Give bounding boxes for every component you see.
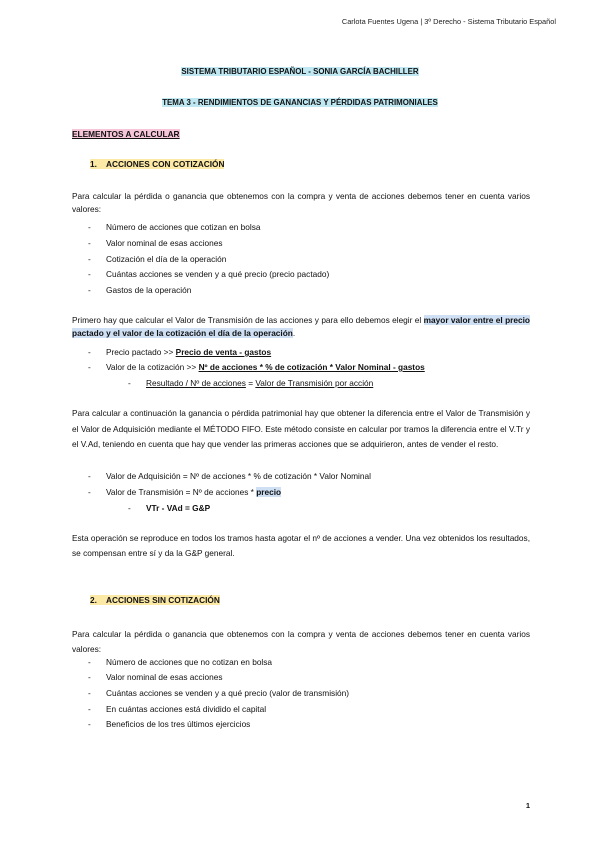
section-2-number: 2. [90,595,97,605]
list-item: - Valor de la cotización >> Nº de acciones * % de cotización * Valor Nominal - gastos [88,362,425,372]
section-2-intro: Para calcular la pérdida o ganancia que obtenemos con la compra y venta de acciones debemos tener en cuenta varios valores: [72,629,530,654]
section-1-fifo-paragraph: Para calcular a continuación la ganancia o pérdida patrimonial hay que obtener la diferencia entre el Valor de Transmisión y el Valor de Adquisición mediante el MÉTODO FIFO. Este método consiste en calcular por tramos la diferencia entre el V.Tr y el V.Ad, teniendo en cuenta que hay que vender las primeras acciones que se adquirieron, antes de vender el resto. [72,408,530,449]
list-item: - Resultado / Nº de acciones = Valor de Transmisión por acción [128,378,374,388]
section-2-heading [90,594,220,607]
list-item: - Valor nominal de esas acciones [88,238,223,248]
elements-heading-text: ELEMENTOS A CALCULAR [72,129,180,139]
list-item: - Valor nominal de esas acciones [88,672,223,682]
list-item: - Cuántas acciones se venden y a qué precio (precio pactado) [88,269,330,279]
highlighted-rule: mayor valor entre el precio pactado y el valor de la cotización el día de la operación [72,315,531,338]
list-item: - Gastos de la operación [88,285,192,295]
list-item: - Valor de Adquisición = Nº de acciones * % de cotización * Valor Nominal [88,471,371,481]
list-item: - Cotización el día de la operación [88,254,227,264]
section-1-title: ACCIONES CON COTIZACIÓN [106,159,225,169]
section-1-closing-paragraph: Esta operación se reproduce en todos los tramos hasta agotar el nº de acciones a vender. Una vez obtenidos los resultados, se compensan entre sí y da la G&P general. [72,533,530,558]
elements-heading [72,128,180,141]
document-title [0,66,600,79]
page-number: 1 [525,800,530,810]
section-2-title: ACCIONES SIN COTIZACIÓN [106,595,220,605]
section-1-intro: Para calcular la pérdida o ganancia que obtenemos con la compra y venta de acciones debemos tener en cuenta varios valores: [72,191,530,214]
document-title-text: SISTEMA TRIBUTARIO ESPAÑOL - SONIA GARCÍA BACHILLER [181,67,419,76]
list-item: - Número de acciones que cotizan en bolsa [88,222,261,232]
list-item: - Número de acciones que no cotizan en bolsa [88,657,273,667]
document-subtitle-text: TEMA 3 - RENDIMIENTOS DE GANANCIAS Y PÉRDIDAS PATRIMONIALES [162,98,438,107]
list-item: - Precio pactado >> Precio de venta - gastos [88,347,272,357]
section-1-heading [90,158,224,171]
section-1-transmission-paragraph: Primero hay que calcular el Valor de Transmisión de las acciones y para ello debemos elegir el mayor valor entre el precio pactado y el valor de la cotización el día de la operación. [72,315,531,338]
document-subtitle [0,97,600,110]
section-1-number: 1. [90,159,97,169]
list-item: - Beneficios de los tres últimos ejercicios [88,719,251,729]
list-item: - Cuántas acciones se venden y a qué precio (valor de transmisión) [88,688,350,698]
list-item: - VTr - VAd = G&P [128,503,211,513]
page-header: Carlota Fuentes Ugena | 3º Derecho - Sistema Tributario Español [341,17,556,26]
list-item: - Valor de Transmisión = Nº de acciones * precio [88,487,282,497]
list-item: - En cuántas acciones está dividido el capital [88,704,267,714]
